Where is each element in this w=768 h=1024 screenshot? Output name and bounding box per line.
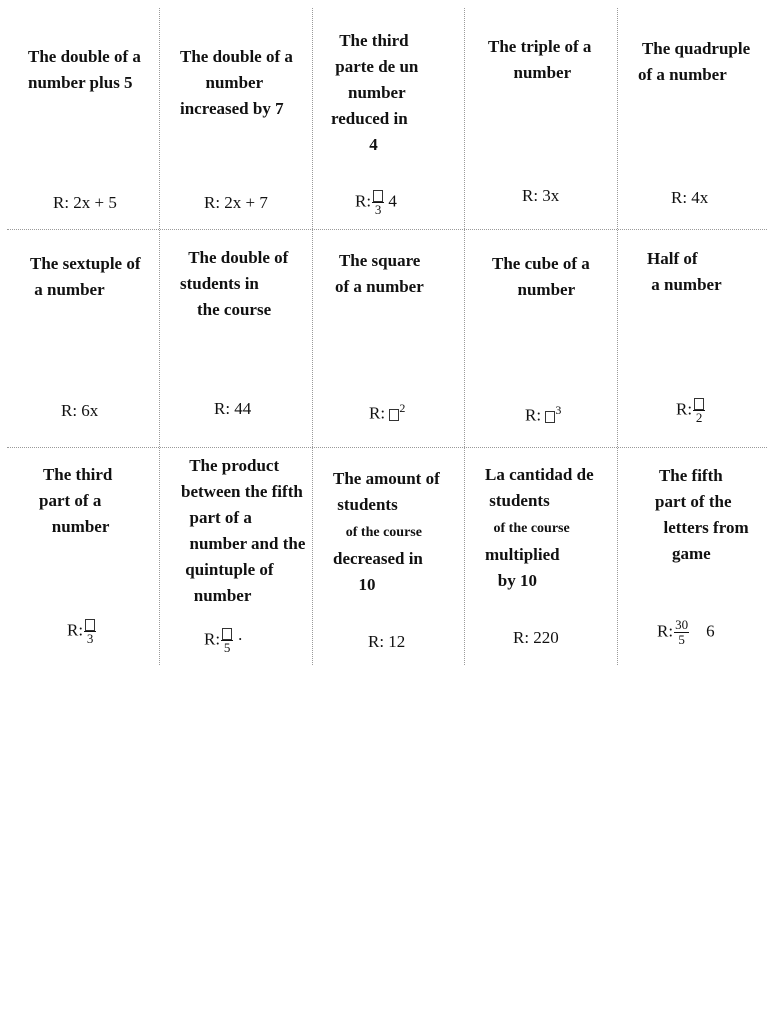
cut-line-horizontal — [7, 447, 767, 448]
card-question: The fifth part of the letters from game — [655, 466, 749, 563]
unknown-box-icon — [222, 628, 232, 640]
card-answer: R: 2 — [676, 396, 705, 425]
unknown-box-icon — [85, 619, 95, 631]
answer-fraction: 5 — [221, 626, 233, 655]
card-answer: R: $\frac{30}{5}$ 6 — [657, 617, 715, 647]
card-question: The square of a number — [335, 251, 424, 296]
card-answer: R: 3x — [522, 186, 560, 205]
card-question: The third part of a number — [39, 465, 113, 536]
card-question: The sextuple of a number — [30, 254, 141, 299]
card-question: The triple of a number — [488, 37, 592, 82]
answer-fraction: $\frac{30}{5}$ — [675, 617, 689, 647]
card-question: The product between the fifth part of a number and the quintuple of number — [181, 456, 306, 605]
card-question: The double of a number plus 5 — [28, 47, 141, 92]
card-answer: R: 3 — [67, 617, 96, 646]
card-answer: R: 2x + 7 — [204, 193, 268, 212]
card-answer: R: $^3$ — [525, 403, 562, 425]
card-answer: R: 6x — [61, 401, 99, 420]
card-question: The third parte de un number reduced in 4 — [331, 31, 419, 154]
card-answer: R: 44 — [214, 399, 252, 418]
card-answer: R: 2x + 5 — [53, 193, 117, 212]
unknown-box-icon — [545, 411, 555, 423]
card-question: The amount of students of the course decreased in 10 — [333, 469, 440, 594]
card-answer: R: $^2$ — [369, 401, 406, 423]
cut-line-vertical — [617, 8, 618, 665]
card-answer: R: 220 — [513, 628, 559, 647]
cut-line-vertical — [464, 8, 465, 665]
unknown-box-icon — [373, 190, 383, 202]
card-grid — [7, 8, 767, 665]
card-answer: R: 4x — [671, 188, 709, 207]
answer-fraction: 3 — [372, 188, 384, 217]
answer-fraction: 2 — [693, 396, 705, 425]
answer-fraction: 3 — [84, 617, 96, 646]
card-question: The quadruple of a number — [638, 39, 751, 84]
card-question: The double of a number increased by 7 — [180, 47, 293, 118]
card-answer: R: 5 · — [204, 626, 243, 655]
unknown-box-icon — [389, 409, 399, 421]
unknown-box-icon — [694, 398, 704, 410]
card-question: The double of students in the course — [180, 248, 289, 319]
cut-line-horizontal — [7, 229, 767, 230]
cut-line-vertical — [159, 8, 160, 665]
card-question: Half of a number — [647, 249, 722, 294]
card-question: La cantidad de students of the course multiplied by 10 — [485, 465, 594, 590]
cut-line-vertical — [312, 8, 313, 665]
card-question: The cube of a number — [492, 254, 590, 299]
card-answer: R: 12 — [368, 632, 406, 651]
card-answer: R: 3 4 — [355, 188, 397, 217]
